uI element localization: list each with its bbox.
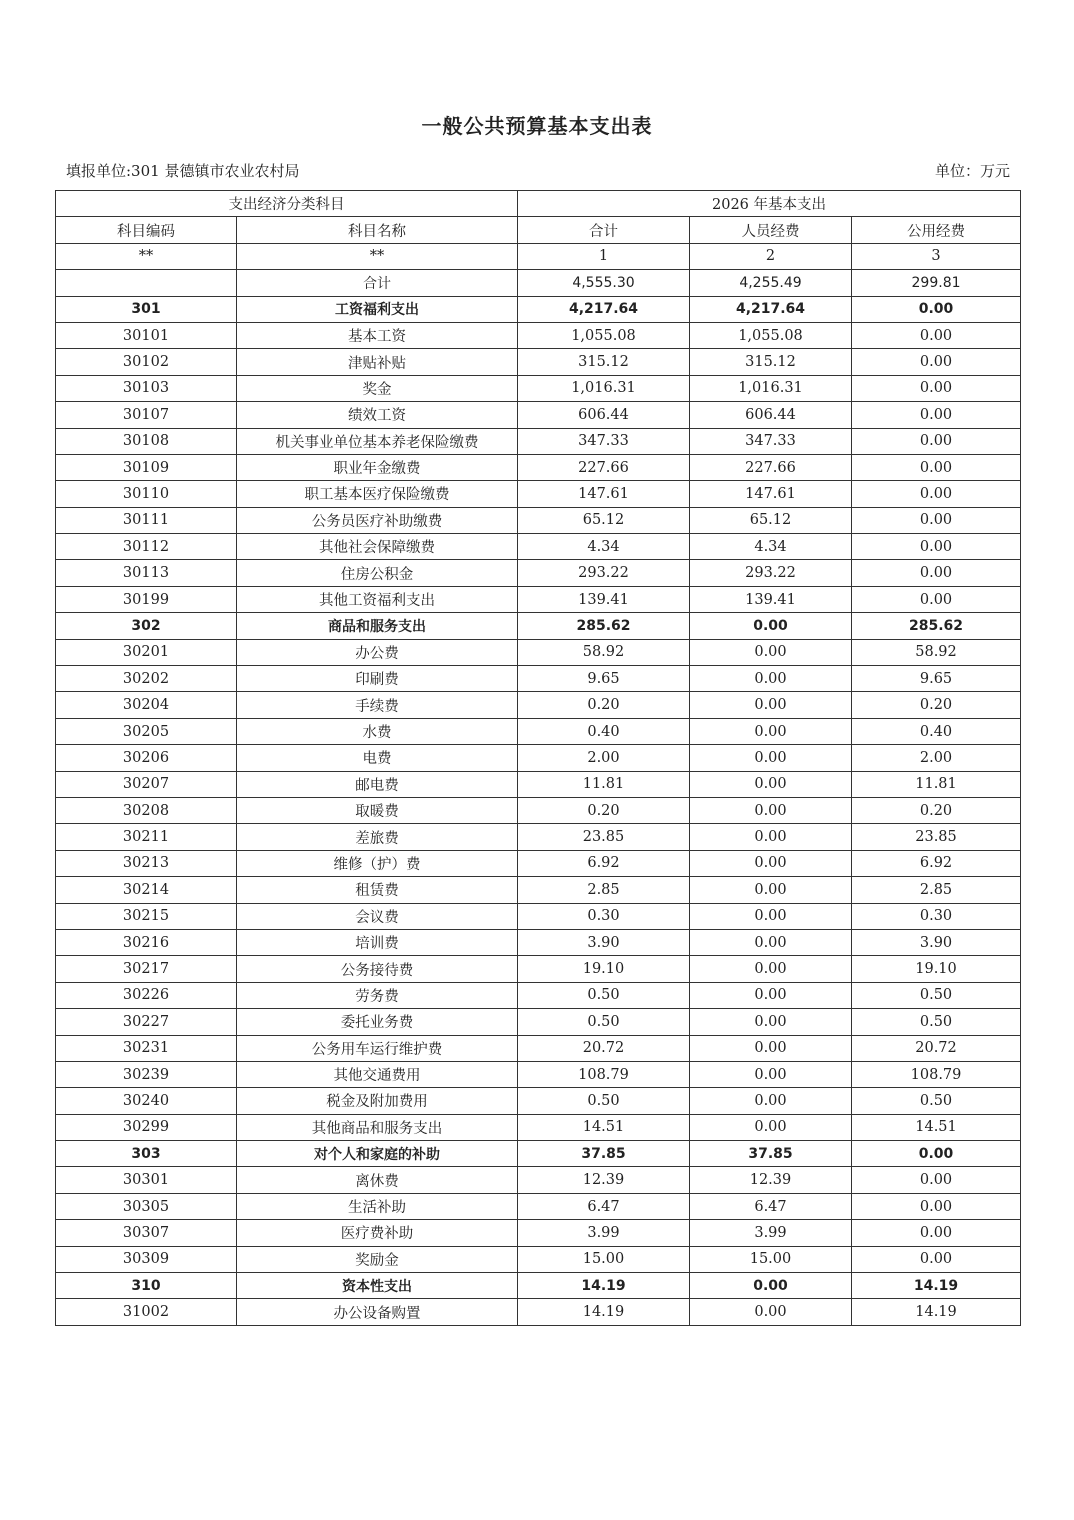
cell-total: 0.20	[518, 797, 690, 823]
cell-name: 租赁费	[237, 877, 518, 903]
cell-total: 147.61	[518, 481, 690, 507]
table-row	[56, 850, 1021, 876]
cell-name: 取暖费	[237, 797, 518, 823]
cell-personnel: 227.66	[690, 454, 852, 480]
cell-personnel: 1,016.31	[690, 375, 852, 401]
cell-public: 0.00	[852, 402, 1021, 428]
cell-personnel: 4.34	[690, 534, 852, 560]
cell-name: 电费	[237, 745, 518, 771]
table-row	[56, 877, 1021, 903]
header-group-row	[56, 191, 1021, 217]
cell-total: 0.50	[518, 982, 690, 1008]
cell-public: 14.19	[852, 1273, 1021, 1299]
cell-name: 劳务费	[237, 982, 518, 1008]
cell-name: 奖励金	[237, 1246, 518, 1272]
table-row	[56, 560, 1021, 586]
cell-personnel: 0.00	[690, 1273, 852, 1299]
cell-public: 0.00	[852, 534, 1021, 560]
cell-total: 19.10	[518, 956, 690, 982]
table-row	[56, 718, 1021, 744]
cell-code: 30103	[56, 375, 237, 401]
table-row	[56, 1193, 1021, 1219]
cell-personnel: 12.39	[690, 1167, 852, 1193]
cell-public: 9.65	[852, 666, 1021, 692]
cell-name: 会议费	[237, 903, 518, 929]
cell-personnel: 6.47	[690, 1193, 852, 1219]
table-row	[56, 322, 1021, 348]
cell-code: 30109	[56, 454, 237, 480]
cell-public: 14.51	[852, 1114, 1021, 1140]
cell-personnel: 0.00	[690, 692, 852, 718]
cell-code: 30113	[56, 560, 237, 586]
cell-code: 30110	[56, 481, 237, 507]
cell-public: 0.00	[852, 454, 1021, 480]
table-row	[56, 507, 1021, 533]
cell-code: 30102	[56, 349, 237, 375]
page-title: 一般公共预算基本支出表	[421, 114, 653, 138]
cell-code: 30204	[56, 692, 237, 718]
cell-name: 合计	[237, 270, 518, 296]
cell-public: 0.00	[852, 481, 1021, 507]
index-public: 3	[852, 243, 1021, 269]
cell-personnel: 0.00	[690, 771, 852, 797]
cell-name: 机关事业单位基本养老保险缴费	[237, 428, 518, 454]
cell-code: 30213	[56, 850, 237, 876]
table-row	[56, 586, 1021, 612]
cell-code: 30227	[56, 1009, 237, 1035]
cell-total: 0.50	[518, 1088, 690, 1114]
cell-public: 0.20	[852, 797, 1021, 823]
cell-code: 31002	[56, 1299, 237, 1325]
cell-total: 315.12	[518, 349, 690, 375]
cell-personnel: 3.99	[690, 1220, 852, 1246]
cell-total: 12.39	[518, 1167, 690, 1193]
cell-personnel: 0.00	[690, 1061, 852, 1087]
cell-code: 303	[56, 1141, 237, 1167]
cell-total: 1,016.31	[518, 375, 690, 401]
cell-code: 30307	[56, 1220, 237, 1246]
cell-name: 对个人和家庭的补助	[237, 1141, 518, 1167]
cell-total: 14.51	[518, 1114, 690, 1140]
cell-public: 0.00	[852, 507, 1021, 533]
cell-total: 58.92	[518, 639, 690, 665]
cell-code: 30211	[56, 824, 237, 850]
table-row	[56, 613, 1021, 639]
cell-personnel: 347.33	[690, 428, 852, 454]
header-group-right: 2026 年基本支出	[518, 191, 1021, 217]
cell-personnel: 4,217.64	[690, 296, 852, 322]
cell-public: 0.00	[852, 375, 1021, 401]
index-total: 1	[518, 243, 690, 269]
cell-public: 0.50	[852, 982, 1021, 1008]
cell-total: 2.00	[518, 745, 690, 771]
cell-total: 0.50	[518, 1009, 690, 1035]
table-row	[56, 797, 1021, 823]
cell-personnel: 15.00	[690, 1246, 852, 1272]
cell-name: 其他商品和服务支出	[237, 1114, 518, 1140]
table-row	[56, 903, 1021, 929]
cell-name: 维修（护）费	[237, 850, 518, 876]
cell-name: 税金及附加费用	[237, 1088, 518, 1114]
cell-total: 14.19	[518, 1273, 690, 1299]
cell-name: 委托业务费	[237, 1009, 518, 1035]
cell-personnel: 0.00	[690, 824, 852, 850]
cell-code: 30299	[56, 1114, 237, 1140]
cell-code: 30216	[56, 929, 237, 955]
cell-public: 0.00	[852, 560, 1021, 586]
cell-name: 生活补助	[237, 1193, 518, 1219]
header-public: 公用经费	[852, 217, 1021, 243]
cell-personnel: 0.00	[690, 613, 852, 639]
table-row	[56, 929, 1021, 955]
table-row	[56, 428, 1021, 454]
cell-code: 30239	[56, 1061, 237, 1087]
cell-code: 310	[56, 1273, 237, 1299]
cell-code	[56, 270, 237, 296]
table-row	[56, 1061, 1021, 1087]
cell-public: 2.00	[852, 745, 1021, 771]
cell-public: 299.81	[852, 270, 1021, 296]
cell-code: 30108	[56, 428, 237, 454]
cell-name: 手续费	[237, 692, 518, 718]
cell-personnel: 37.85	[690, 1141, 852, 1167]
cell-name: 奖金	[237, 375, 518, 401]
cell-name: 其他社会保障缴费	[237, 534, 518, 560]
table-row	[56, 1167, 1021, 1193]
cell-name: 住房公积金	[237, 560, 518, 586]
budget-table	[55, 190, 1021, 1326]
table-row	[56, 1246, 1021, 1272]
cell-name: 邮电费	[237, 771, 518, 797]
cell-public: 0.50	[852, 1088, 1021, 1114]
table-row	[56, 1009, 1021, 1035]
cell-total: 11.81	[518, 771, 690, 797]
cell-personnel: 1,055.08	[690, 322, 852, 348]
cell-name: 工资福利支出	[237, 296, 518, 322]
cell-total: 227.66	[518, 454, 690, 480]
cell-total: 3.99	[518, 1220, 690, 1246]
cell-name: 公务员医疗补助缴费	[237, 507, 518, 533]
cell-total: 15.00	[518, 1246, 690, 1272]
cell-personnel: 139.41	[690, 586, 852, 612]
cell-name: 职工基本医疗保险缴费	[237, 481, 518, 507]
table-row	[56, 956, 1021, 982]
cell-personnel: 0.00	[690, 1088, 852, 1114]
cell-name: 印刷费	[237, 666, 518, 692]
cell-code: 30205	[56, 718, 237, 744]
cell-public: 0.20	[852, 692, 1021, 718]
table-row	[56, 349, 1021, 375]
cell-personnel: 0.00	[690, 850, 852, 876]
cell-total: 14.19	[518, 1299, 690, 1325]
cell-total: 37.85	[518, 1141, 690, 1167]
cell-public: 0.40	[852, 718, 1021, 744]
cell-code: 30111	[56, 507, 237, 533]
cell-public: 23.85	[852, 824, 1021, 850]
cell-name: 资本性支出	[237, 1273, 518, 1299]
cell-code: 30217	[56, 956, 237, 982]
cell-total: 65.12	[518, 507, 690, 533]
cell-name: 其他工资福利支出	[237, 586, 518, 612]
cell-total: 6.47	[518, 1193, 690, 1219]
index-name: **	[237, 243, 518, 269]
cell-name: 公务用车运行维护费	[237, 1035, 518, 1061]
cell-public: 0.00	[852, 1167, 1021, 1193]
cell-total: 4.34	[518, 534, 690, 560]
cell-personnel: 65.12	[690, 507, 852, 533]
cell-personnel: 0.00	[690, 666, 852, 692]
cell-total: 139.41	[518, 586, 690, 612]
header-column-row	[56, 217, 1021, 243]
cell-personnel: 606.44	[690, 402, 852, 428]
cell-name: 基本工资	[237, 322, 518, 348]
header-code: 科目编码	[56, 217, 237, 243]
cell-code: 30107	[56, 402, 237, 428]
cell-personnel: 0.00	[690, 797, 852, 823]
cell-public: 6.92	[852, 850, 1021, 876]
cell-personnel: 0.00	[690, 956, 852, 982]
cell-public: 0.00	[852, 1246, 1021, 1272]
table-row	[56, 692, 1021, 718]
cell-public: 0.00	[852, 1141, 1021, 1167]
table-row	[56, 534, 1021, 560]
cell-personnel: 0.00	[690, 982, 852, 1008]
cell-total: 0.30	[518, 903, 690, 929]
cell-public: 0.00	[852, 1220, 1021, 1246]
cell-code: 30199	[56, 586, 237, 612]
cell-name: 差旅费	[237, 824, 518, 850]
index-code: **	[56, 243, 237, 269]
table-row	[56, 982, 1021, 1008]
cell-code: 30305	[56, 1193, 237, 1219]
cell-code: 30201	[56, 639, 237, 665]
cell-code: 30112	[56, 534, 237, 560]
cell-personnel: 315.12	[690, 349, 852, 375]
cell-public: 285.62	[852, 613, 1021, 639]
table-row	[56, 375, 1021, 401]
cell-personnel: 0.00	[690, 1035, 852, 1061]
header-group-left: 支出经济分类科目	[56, 191, 518, 217]
cell-code: 30214	[56, 877, 237, 903]
cell-public: 0.00	[852, 349, 1021, 375]
cell-public: 11.81	[852, 771, 1021, 797]
cell-personnel: 0.00	[690, 1114, 852, 1140]
header-index-row	[56, 243, 1021, 269]
cell-personnel: 147.61	[690, 481, 852, 507]
table-row	[56, 1220, 1021, 1246]
unit-row	[66, 160, 1010, 181]
cell-public: 14.19	[852, 1299, 1021, 1325]
cell-name: 办公设备购置	[237, 1299, 518, 1325]
cell-personnel: 0.00	[690, 718, 852, 744]
cell-code: 30309	[56, 1246, 237, 1272]
cell-code: 30202	[56, 666, 237, 692]
table-row	[56, 296, 1021, 322]
cell-name: 其他交通费用	[237, 1061, 518, 1087]
header-personnel: 人员经费	[690, 217, 852, 243]
cell-total: 3.90	[518, 929, 690, 955]
cell-code: 30231	[56, 1035, 237, 1061]
cell-name: 培训费	[237, 929, 518, 955]
cell-code: 30226	[56, 982, 237, 1008]
cell-personnel: 0.00	[690, 877, 852, 903]
table-row	[56, 745, 1021, 771]
cell-name: 津贴补贴	[237, 349, 518, 375]
cell-public: 19.10	[852, 956, 1021, 982]
cell-total: 1,055.08	[518, 322, 690, 348]
cell-public: 0.00	[852, 1193, 1021, 1219]
cell-name: 水费	[237, 718, 518, 744]
cell-total: 293.22	[518, 560, 690, 586]
cell-code: 302	[56, 613, 237, 639]
cell-public: 0.00	[852, 322, 1021, 348]
cell-public: 0.00	[852, 428, 1021, 454]
cell-name: 职业年金缴费	[237, 454, 518, 480]
cell-total: 347.33	[518, 428, 690, 454]
cell-public: 20.72	[852, 1035, 1021, 1061]
table-row	[56, 1299, 1021, 1325]
table-body	[56, 270, 1021, 1326]
table-row	[56, 1114, 1021, 1140]
cell-total: 23.85	[518, 824, 690, 850]
cell-personnel: 293.22	[690, 560, 852, 586]
cell-total: 606.44	[518, 402, 690, 428]
cell-total: 4,555.30	[518, 270, 690, 296]
cell-personnel: 0.00	[690, 1299, 852, 1325]
cell-total: 6.92	[518, 850, 690, 876]
table-row	[56, 771, 1021, 797]
cell-total: 285.62	[518, 613, 690, 639]
cell-personnel: 0.00	[690, 1009, 852, 1035]
cell-total: 4,217.64	[518, 296, 690, 322]
cell-total: 20.72	[518, 1035, 690, 1061]
cell-personnel: 0.00	[690, 903, 852, 929]
cell-public: 0.00	[852, 296, 1021, 322]
cell-code: 30207	[56, 771, 237, 797]
table-row	[56, 454, 1021, 480]
cell-name: 公务接待费	[237, 956, 518, 982]
cell-name: 离休费	[237, 1167, 518, 1193]
cell-code: 30240	[56, 1088, 237, 1114]
currency-unit: 单位：万元	[934, 162, 1010, 180]
table-row	[56, 1141, 1021, 1167]
cell-public: 0.00	[852, 586, 1021, 612]
table-row	[56, 1088, 1021, 1114]
table-row	[56, 1035, 1021, 1061]
cell-public: 3.90	[852, 929, 1021, 955]
cell-public: 0.50	[852, 1009, 1021, 1035]
cell-name: 商品和服务支出	[237, 613, 518, 639]
cell-name: 医疗费补助	[237, 1220, 518, 1246]
index-personnel: 2	[690, 243, 852, 269]
cell-total: 0.40	[518, 718, 690, 744]
table-row	[56, 402, 1021, 428]
cell-name: 办公费	[237, 639, 518, 665]
cell-code: 30206	[56, 745, 237, 771]
cell-code: 30208	[56, 797, 237, 823]
cell-public: 58.92	[852, 639, 1021, 665]
table-row	[56, 1273, 1021, 1299]
cell-total: 108.79	[518, 1061, 690, 1087]
cell-name: 绩效工资	[237, 402, 518, 428]
table-row	[56, 666, 1021, 692]
cell-public: 2.85	[852, 877, 1021, 903]
cell-public: 0.30	[852, 903, 1021, 929]
cell-personnel: 0.00	[690, 929, 852, 955]
cell-personnel: 0.00	[690, 639, 852, 665]
table-row	[56, 270, 1021, 296]
cell-total: 2.85	[518, 877, 690, 903]
cell-personnel: 4,255.49	[690, 270, 852, 296]
table-row	[56, 639, 1021, 665]
cell-total: 0.20	[518, 692, 690, 718]
cell-personnel: 0.00	[690, 745, 852, 771]
table-row	[56, 824, 1021, 850]
table-row	[56, 481, 1021, 507]
cell-code: 30101	[56, 322, 237, 348]
cell-public: 108.79	[852, 1061, 1021, 1087]
cell-code: 301	[56, 296, 237, 322]
cell-code: 30301	[56, 1167, 237, 1193]
reporting-unit: 填报单位:301 景德镇市农业农村局	[66, 162, 300, 180]
cell-code: 30215	[56, 903, 237, 929]
header-total: 合计	[518, 217, 690, 243]
cell-total: 9.65	[518, 666, 690, 692]
header-name: 科目名称	[237, 217, 518, 243]
